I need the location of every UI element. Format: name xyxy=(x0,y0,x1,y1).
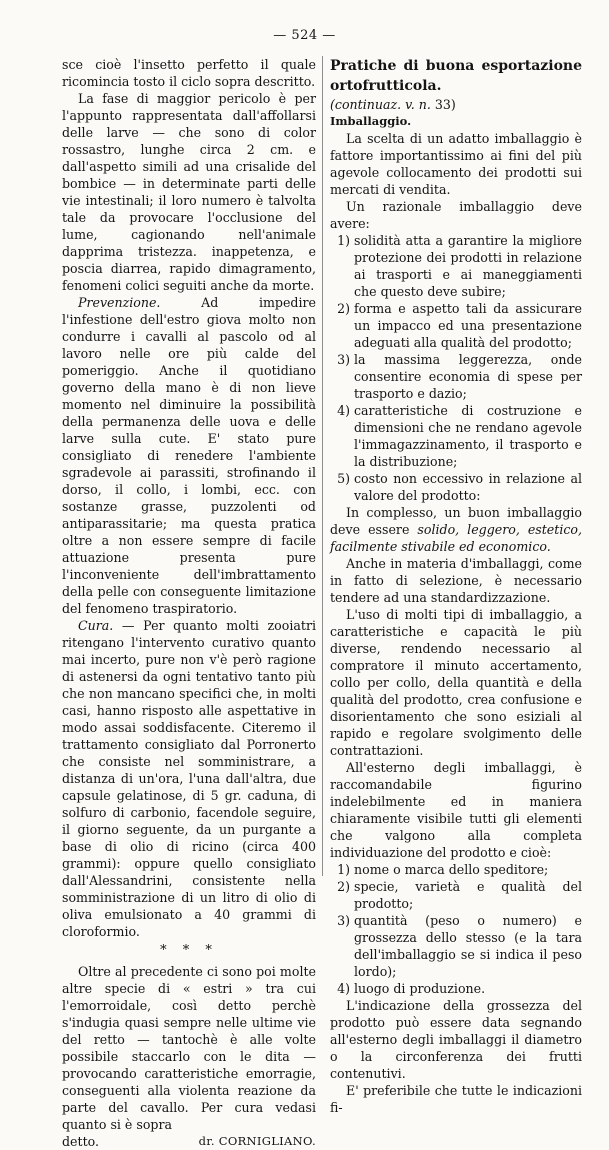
identification-list xyxy=(330,861,582,997)
requirements-list xyxy=(330,232,582,504)
prevention-paragraph xyxy=(62,294,316,617)
list-item xyxy=(330,402,582,470)
continuation-number: 33) xyxy=(434,97,456,112)
section-title: Imballaggio. xyxy=(330,114,412,128)
continuation-note xyxy=(330,96,582,113)
item-text: caratteristiche di costruzione e dimensioni che ne rendano agevole l'immagazzinamento, il trasporto e la distribuzione; xyxy=(354,403,582,469)
list-item xyxy=(330,912,582,980)
article-author: dr. CORNIGLIANO. xyxy=(198,1134,316,1148)
prevention-label: Prevenzione. xyxy=(78,295,161,310)
item-text: nome o marca dello speditore; xyxy=(354,862,549,877)
left-column xyxy=(62,56,316,1150)
list-item xyxy=(330,861,582,878)
list-item xyxy=(330,470,582,504)
list-item xyxy=(330,878,582,912)
item-text: forma e aspetto tali da assicurare un impacco ed una presentazione adeguati alla qualità del prodotto; xyxy=(354,301,582,350)
item-text: specie, varietà e qualità del prodotto; xyxy=(354,879,582,911)
right-column xyxy=(330,56,582,1116)
paragraph: L'uso di molti tipi di imballaggio, a caratteristiche e capacità le più diverse, rendendo necessario al compratore il minuto accertamento, collo per collo, della quantità e della qualità del prodotto, crea confusione e disorientamento che sono esiziali al rapido e regolare svolgimento delle contrattazioni. xyxy=(330,607,582,758)
paragraph: Un razionale imballaggio deve avere: xyxy=(330,199,582,231)
cure-text: — Per quanto molti zooiatri ritengano l'intervento curativo quanto mai incerto, pure non v'è però ragione di astenersi da ogni tentativo tanto più che non mancano specifici che, in molti casi, hanno risposto alle aspettative in modo assai soddisfacente. Citeremo il trattamento consigliato dal Porronerto che consiste nel somministrare, a distanza di un'ora, l'una dall'altra, due capsule gelatinose, di 5 gr. caduna, di solfuro di carbonio, facendole seguire, il giorno seguente, da un purgante a base di olio di ricino (circa 400 grammi): oppure quello consigliato dall'Alessandrini, consistente nella somministrazione di un litro di olio di oliva emulsionato a 40 grammi di cloroformio. xyxy=(62,618,316,939)
list-item xyxy=(330,980,582,997)
item-number: 4) xyxy=(337,981,350,996)
summary-text: In complesso, un buon imballaggio deve essere xyxy=(330,505,582,537)
prevention-text: Ad impedire l'infestione dell'estro giova molto non condurre i cavalli al pascolo od al lavoro nelle ore più calde del pomeriggio. Anche il quotidiano governo della mano è di non lieve momento nel diminuire la possibilità della permanenza delle uova e delle larve sulla cute. E' stato pure consigliato di renedere l'ambiente sgradevole ai parassiti, strofinando il dorso, il collo, i lombi, ecc. con sostanze grasse, puzzolenti od antiparassitarie; ma questa pratica oltre a non essere sempre di facile attuazione presenta pure l'inconveniente dell'imbrattamento della pelle con conseguente limitazione del fenomeno traspiratorio. xyxy=(62,295,316,616)
summary-paragraph xyxy=(330,504,582,555)
closing-word: detto. xyxy=(62,1134,100,1149)
item-number: 1) xyxy=(337,862,350,877)
item-number: 2) xyxy=(337,301,350,316)
item-number: 5) xyxy=(337,471,350,486)
article-title: Pratiche di buona esportazione ortofrutticola. xyxy=(330,58,582,94)
paragraph: La fase di maggior pericolo è per l'appunto rappresentata dall'affollarsi delle larve — che sono di color rossastro, lunghe circa 2 cm. e dall'aspetto simili ad una crisalide del bombice — in determinate parti delle vie intestinali; il loro numero è talvolta tale da provocare l'occlusione del lume, cagionando nell'animale dapprima tristezza. inappetenza, e poscia diarrea, rapido dimagramento, fenomeni colici seguiti anche da morte. xyxy=(62,91,316,293)
list-item xyxy=(330,232,582,300)
paragraph: L'indicazione della grossezza del prodotto può essere data segnando all'esterno degli imballaggi il diametro o la circonferenza dei frutti contenutivi. xyxy=(330,998,582,1081)
paragraph: E' preferibile che tutte le indicazioni fi- xyxy=(330,1083,582,1115)
item-text: la massima leggerezza, onde consentire economia di spese per trasporto e dazio; xyxy=(354,352,582,401)
summary-emphasis: solido, leggero, estetico, facilmente stivabile ed economico. xyxy=(330,522,582,554)
item-number: 3) xyxy=(337,352,350,367)
item-text: luogo di produzione. xyxy=(354,981,486,996)
item-text: costo non eccessivo in relazione al valore del prodotto: xyxy=(354,471,582,503)
item-number: 1) xyxy=(337,233,350,248)
list-item xyxy=(330,300,582,351)
section-separator: * * * xyxy=(160,943,218,958)
signature-line xyxy=(62,1133,316,1150)
item-text: solidità atta a garantire la migliore protezione dei prodotti in relazione ai trasporti e ai maneggiamenti che questo deve subire; xyxy=(354,233,582,299)
list-item xyxy=(330,351,582,402)
paragraph: Oltre al precedente ci sono poi molte altre specie di « estri » tra cui l'emorroidale, così detto perchè s'indugia quasi sempre nelle ultime vie del retto — tantochè è alle volte possibile staccarlo con le dita — provocando caratteristiche emorragie, conseguenti alla violenta reazione da parte del cavallo. Per cura vedasi quanto si è sopra xyxy=(62,964,316,1132)
column-divider xyxy=(322,56,323,876)
cure-label: Cura. xyxy=(78,618,114,633)
page-number: — 524 — xyxy=(273,28,336,43)
paragraph: La scelta di un adatto imballaggio è fattore importantissimo ai fini del più agevole collocamento dei prodotti sui mercati di vendita. xyxy=(330,131,582,197)
paragraph: All'esterno degli imballaggi, è raccomandabile figurino indelebilmente ed in maniera chiaramente visibile tutti gli elementi che valgono alla completa individuazione del prodotto e cioè: xyxy=(330,760,582,860)
continuation-prefix: (continuaz. v. n. xyxy=(330,97,431,112)
item-number: 4) xyxy=(337,403,350,418)
paragraph: Anche in materia d'imballaggi, come in fatto di selezione, è necessario tendere ad una standardizzazione. xyxy=(330,556,582,605)
item-number: 2) xyxy=(337,879,350,894)
item-number: 3) xyxy=(337,913,350,928)
cure-paragraph xyxy=(62,617,316,940)
paragraph: sce cioè l'insetto perfetto il quale ricomincia tosto il ciclo sopra descritto. xyxy=(62,57,316,89)
item-text: quantità (peso o numero) e grossezza dello stesso (e la tara dell'imballaggio se si indica il peso lordo); xyxy=(354,913,582,979)
